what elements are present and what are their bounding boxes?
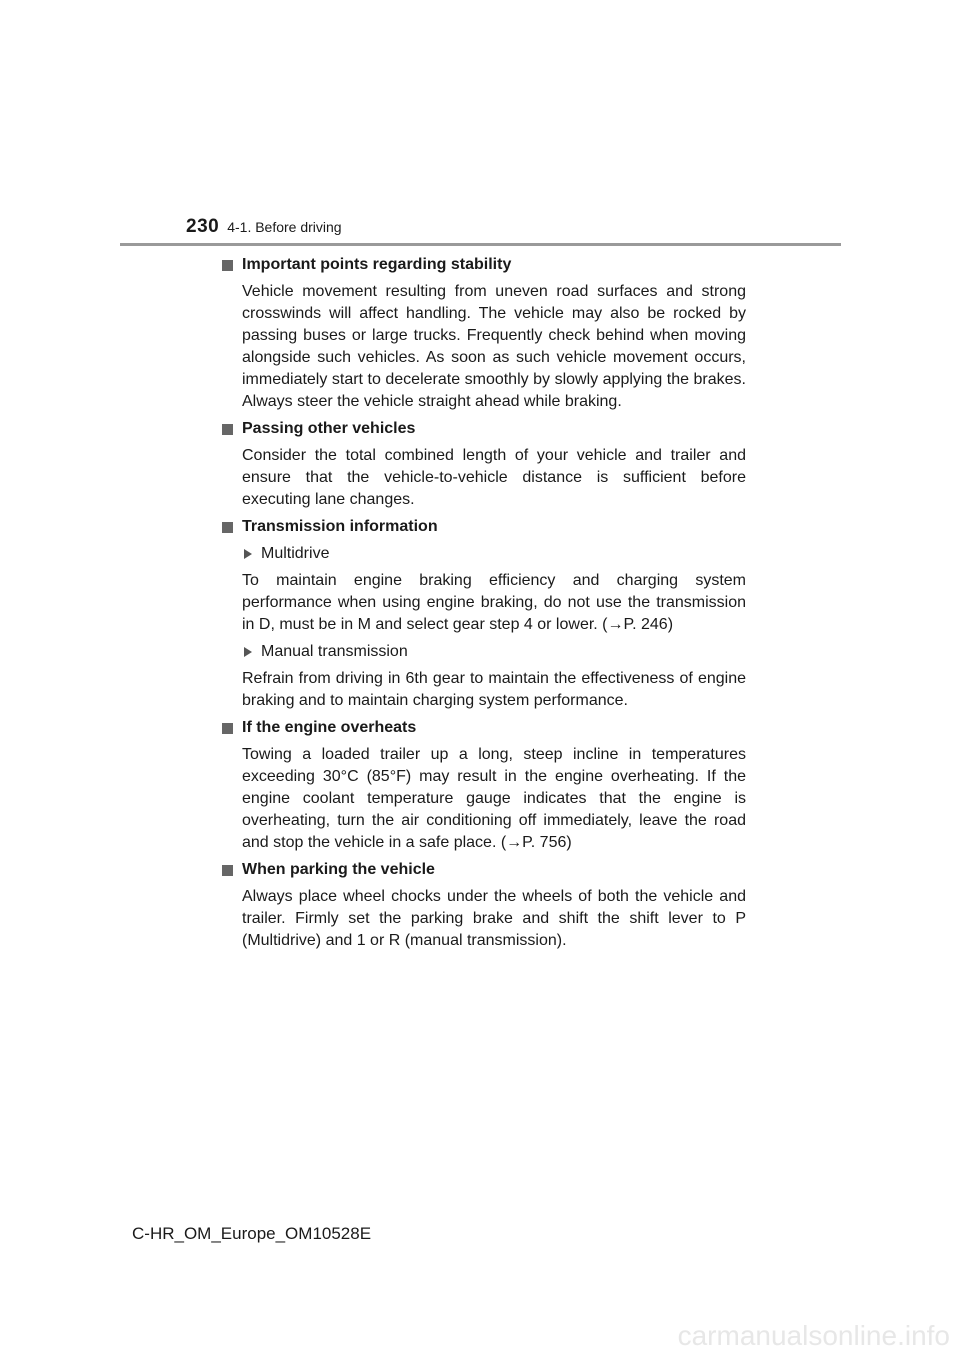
page-number: 230 <box>186 216 220 237</box>
sub-item-label: Manual transmission <box>261 643 408 660</box>
heading-text: Transmission information <box>242 518 438 535</box>
sub-item <box>244 543 746 565</box>
paragraph: Towing a loaded trailer up a long, steep incline in temperatures exceeding 30°C (85°F) may result in the engine overheating. If the engine coolant temperature gauge indicates that the engine is overheating, turn the air conditioning off immediately, leave the road and stop the vehicle in a safe place. (→P. 756) <box>242 746 746 851</box>
triangle-bullet-icon <box>244 549 252 559</box>
section-title: 4-1. Before driving <box>227 219 342 235</box>
paragraph: Refrain from driving in 6th gear to maintain the effectiveness of engine braking and to maintain charging system performance. <box>242 670 746 709</box>
page-content <box>222 254 746 957</box>
heading-text: When parking the vehicle <box>242 861 435 878</box>
paragraph: To maintain engine braking efficiency and charging system performance when using engine braking, do not use the transmission in D, must be in M and select gear step 4 or lower. (→P. 246) <box>242 572 746 633</box>
paragraph: Vehicle movement resulting from uneven road surfaces and strong crosswinds will affect handling. The vehicle may also be rocked by passing buses or large trucks. Frequently check behind when moving alongside such vehicles. As soon as such vehicle movement occurs, immediately start to decelerate smoothly by slowly applying the brakes. Always steer the vehicle straight ahead while braking. <box>242 283 746 410</box>
heading-text: If the engine overheats <box>242 719 417 736</box>
document-code: C-HR_OM_Europe_OM10528E <box>132 1224 372 1243</box>
header-divider <box>120 243 841 246</box>
section-heading <box>222 717 746 739</box>
watermark: carmanualsonline.info <box>677 1320 950 1351</box>
section-heading <box>222 254 746 276</box>
sub-item <box>244 641 746 663</box>
sub-item-label: Multidrive <box>261 545 330 562</box>
heading-text: Important points regarding stability <box>242 256 512 273</box>
section-heading <box>222 859 746 881</box>
paragraph: Consider the total combined length of your vehicle and trailer and ensure that the vehicle-to-vehicle distance is sufficient before executing lane changes. <box>242 447 746 508</box>
section-heading <box>222 516 746 538</box>
paragraph: Always place wheel chocks under the wheels of both the vehicle and trailer. Firmly set the parking brake and shift the shift lever to P (Multidrive) and 1 or R (manual transmission). <box>242 888 746 949</box>
section-heading <box>222 418 746 440</box>
square-bullet-icon <box>222 522 233 533</box>
triangle-bullet-icon <box>244 647 252 657</box>
heading-text: Passing other vehicles <box>242 420 416 437</box>
square-bullet-icon <box>222 865 233 876</box>
page-header <box>186 216 342 244</box>
square-bullet-icon <box>222 260 233 271</box>
square-bullet-icon <box>222 723 233 734</box>
square-bullet-icon <box>222 424 233 435</box>
